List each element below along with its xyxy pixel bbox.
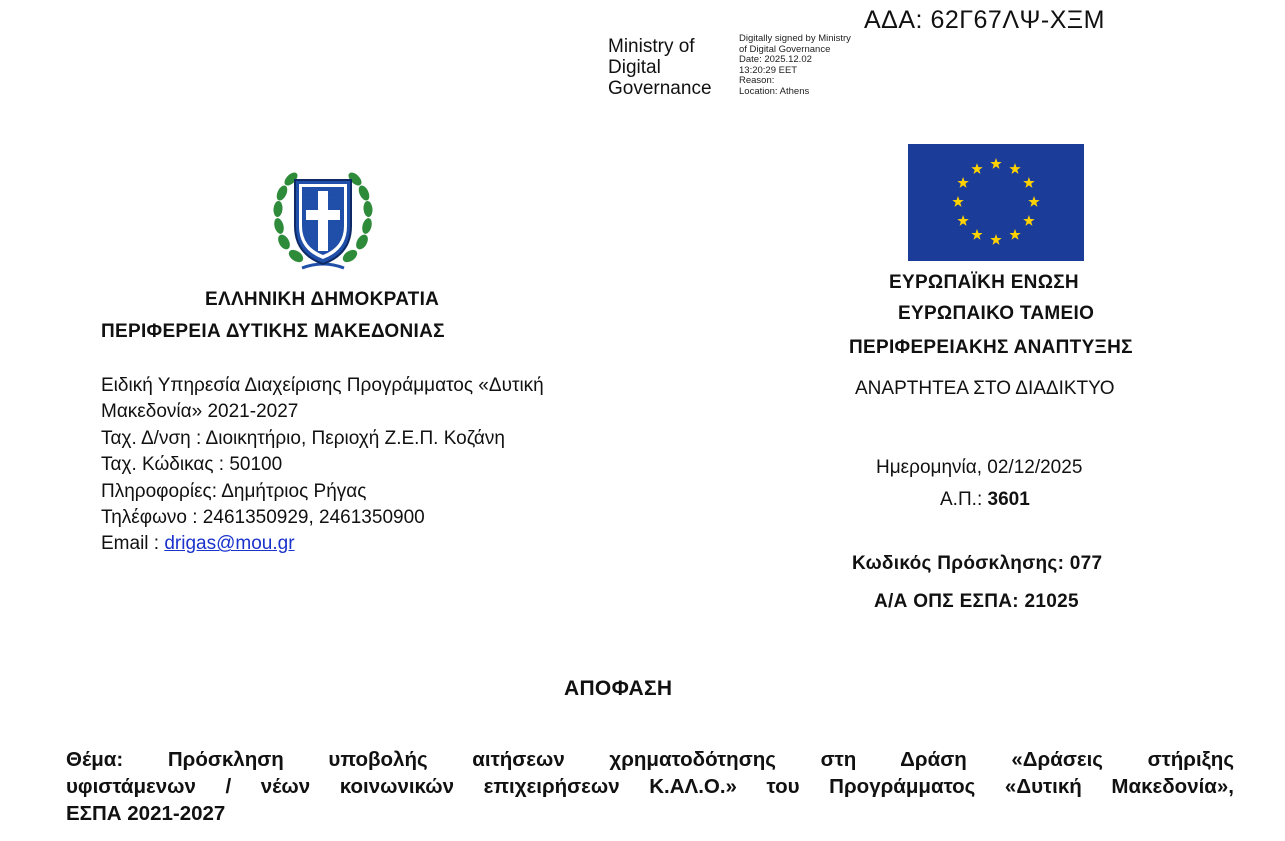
signature-ministry-line: Ministry of: [608, 36, 695, 57]
contact-phone: Τηλέφωνο : 2461350929, 2461350900: [101, 507, 425, 529]
eu-fund-title: ΕΥΡΩΠΑΙΚΟ ΤΑΜΕΙΟ: [898, 303, 1095, 324]
org-title-region: ΠΕΡΙΦΕΡΕΙΑ ΔΥΤΙΚΗΣ ΜΑΚΕΔΟΝΙΑΣ: [101, 321, 445, 342]
signature-detail: Digitally signed by Ministry: [739, 33, 851, 44]
protocol-label: Α.Π.:: [940, 489, 988, 510]
subject-paragraph: [66, 746, 1234, 827]
signature-details: [739, 34, 889, 98]
eu-fund-subtitle: ΠΕΡΙΦΕΡΕΙΑΚΗΣ ΑΝΑΠΤΥΞΗΣ: [849, 337, 1133, 358]
signature-ministry-line: Digital: [608, 57, 661, 78]
signature-detail: Date: 2025.12.02: [739, 54, 812, 66]
signature-detail: 13:20:29 EET: [739, 64, 798, 76]
subject-line: Θέμα: Πρόσκληση υποβολής αιτήσεων χρηματοδότησης στη Δράση «Δράσεις στήριξης: [66, 748, 1234, 771]
contact-service-line1: Ειδική Υπηρεσία Διαχείρισης Προγράμματος «Δυτική: [101, 375, 544, 396]
protocol-value: 3601: [987, 489, 1030, 510]
call-code: Κωδικός Πρόσκλησης: 077: [852, 553, 1103, 574]
contact-info: Πληροφορίες: Δημήτριος Ρήγας: [101, 480, 367, 502]
publish-notice: ΑΝΑΡΤΗΤΕΑ ΣΤΟ ΔΙΑΔΙΚΤΥΟ: [855, 378, 1115, 399]
contact-email: [101, 531, 621, 557]
contact-block: [101, 373, 621, 558]
eu-title: ΕΥΡΩΠΑΪΚΗ ΕΝΩΣΗ: [889, 272, 1079, 293]
decision-heading: ΑΠΟΦΑΣΗ: [564, 677, 673, 700]
signature-ministry: [608, 36, 738, 99]
contact-address: Ταχ. Δ/νση : Διοικητήριο, Περιοχή Ζ.Ε.Π. Κοζάνη: [101, 427, 505, 449]
eu-flag-icon: [908, 144, 1084, 261]
email-label: Email :: [101, 533, 165, 555]
protocol-number: [940, 489, 1030, 511]
contact-service-line2: Μακεδονία» 2021-2027: [101, 401, 299, 423]
signature-detail: of Digital Governance: [739, 43, 831, 55]
subject-line: υφιστάμενων / νέων κοινωνικών επιχειρήσεων Κ.ΑΛ.Ο.» του Προγράμματος «Δυτική Μακεδονία»,: [66, 775, 1234, 798]
email-link[interactable]: drigas@mou.gr: [164, 533, 295, 555]
org-title-republic: ΕΛΛΗΝΙΚΗ ΔΗΜΟΚΡΑΤΙΑ: [205, 289, 440, 310]
signature-detail: Location: Athens: [739, 85, 810, 97]
contact-postal-code: Ταχ. Κώδικας : 50100: [101, 454, 283, 476]
document-date: Ημερομηνία, 02/12/2025: [876, 457, 1083, 478]
greek-emblem-icon: [272, 164, 374, 276]
subject-line: ΕΣΠΑ 2021-2027: [66, 802, 226, 825]
ops-code: Α/Α ΟΠΣ ΕΣΠΑ: 21025: [874, 591, 1079, 612]
ada-code: ΑΔΑ: 62Γ67ΛΨ-ΧΞΜ: [864, 6, 1105, 34]
signature-ministry-line: Governance: [608, 78, 712, 99]
signature-detail: Reason:: [739, 75, 775, 87]
